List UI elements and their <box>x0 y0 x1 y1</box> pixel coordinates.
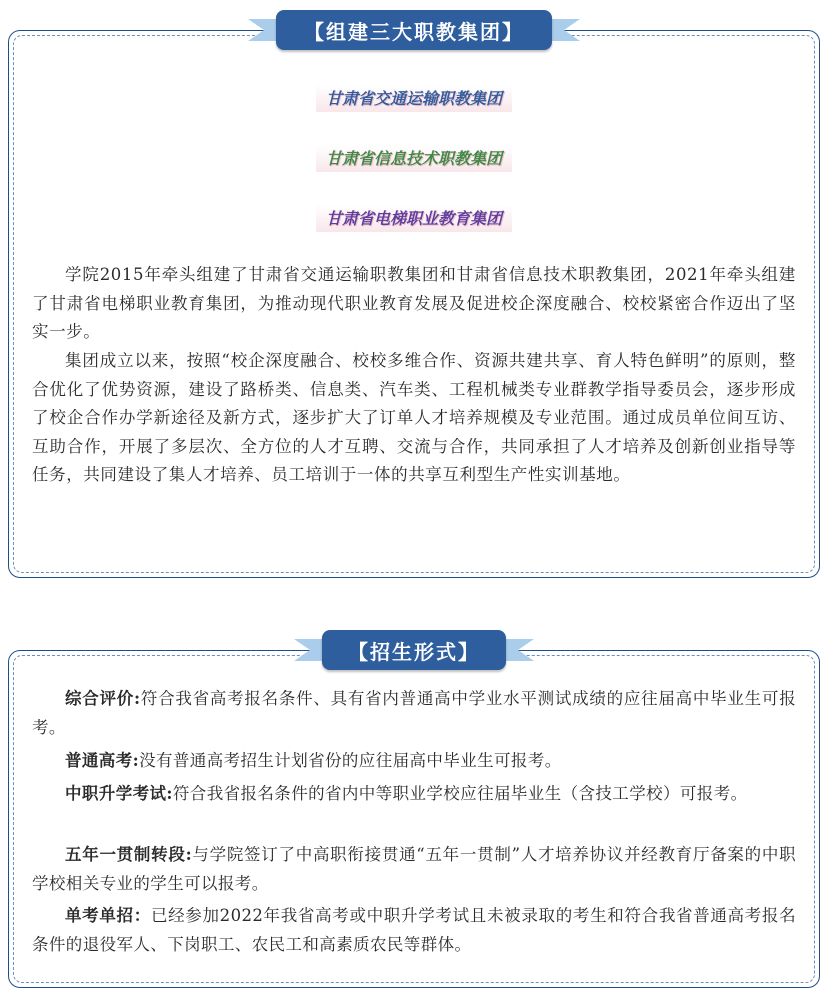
section-title: 【招生形式】 <box>348 639 480 664</box>
item-label: 综合评价: <box>65 689 141 708</box>
section-title-banner <box>294 630 534 670</box>
item-text: 符合我省报名条件的省内中等职业学校应往届毕业生（含技工学校）可报考。 <box>172 784 748 803</box>
group-achievements-paragraph: 集团成立以来，按照“校企深度融合、校校多维合作、资源共建共享、育人特色鲜明”的原则，整合优化了优势资源，建设了路桥类、信息类、汽车类、工程机械类专业群教学指导委员会，逐步形成了校企合作办学新途径及新方式，逐步扩大了订单人才培养规模及专业范围。通过成员单位间互访、互助合作，开展了多层次、全方位的人才互聘、交流与合作，共同承担了人才培养及创新创业指导等任务，共同建设了集人才培养、员工培训于一体的共享互利型生产性实训基地。 <box>32 351 796 484</box>
enrollment-item-five-year <box>32 841 796 898</box>
item-text: 符合我省高考报名条件、具有省内普通高中学业水平测试成绩的应往届高中毕业生可报考。 <box>32 689 797 737</box>
item-text: 与学院签订了中高职衔接贯通“五年一贯制”人才培养协议并经教育厅备案的中职学校相关专业的学生可以报考。 <box>32 845 796 893</box>
enrollment-item-vocational-exam <box>32 780 796 809</box>
item-label: 单考单招： <box>65 906 151 925</box>
group-name-elevator: 甘肃省电梯职业教育集团 <box>0 206 828 229</box>
enrollment-item-comprehensive <box>32 685 796 742</box>
section-title-banner <box>248 10 580 50</box>
section-title-tab <box>322 630 506 670</box>
enrollment-item-gaokao <box>32 747 796 776</box>
intro-paragraph: 学院2015年牵头组建了甘肃省交通运输职教集团和甘肃省信息技术职教集团，2021年牵头组建了甘肃省电梯职业教育集团，为推动现代职业教育发展及促进校企深度融合、校校紧密合作迈出了坚实一步。 <box>32 265 796 341</box>
section-title: 【组建三大职教集团】 <box>304 19 524 44</box>
item-label: 中职升学考试: <box>65 784 173 803</box>
item-text: 没有普通高考招生计划省份的应往届高中毕业生可报考。 <box>139 751 562 770</box>
enrollment-item-single-exam <box>32 902 796 959</box>
group-name-it: 甘肃省信息技术职教集团 <box>0 146 828 169</box>
item-label: 五年一贯制转段: <box>65 845 193 864</box>
item-label: 普通高考: <box>65 751 140 770</box>
item-text: 已经参加2022年我省高考或中职升学考试且未被录取的考生和符合我省普通高考报名条件的退役军人、下岗职工、农民工和高素质农民等群体。 <box>32 906 797 954</box>
group-name-transport: 甘肃省交通运输职教集团 <box>0 86 828 109</box>
section-title-tab <box>276 10 552 50</box>
